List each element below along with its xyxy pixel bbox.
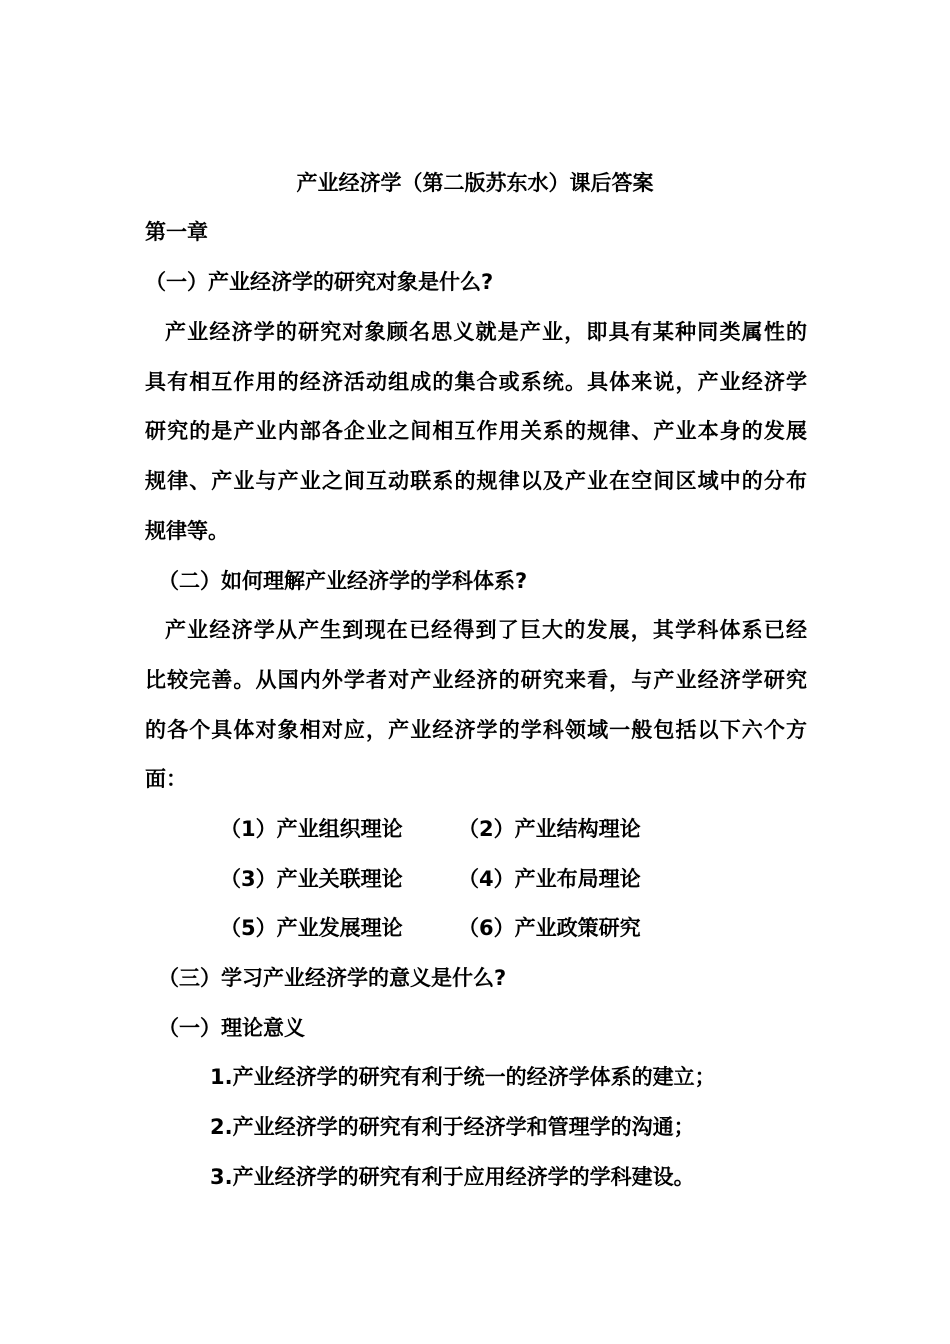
question-1-answer-line: 产业经济学的研究对象顾名思义就是产业，即具有某种同类属性的 (165, 320, 807, 344)
theory-item: （5）产业发展理论 (220, 916, 403, 940)
theory-item: （6）产业政策研究 (458, 916, 641, 940)
document-title: 产业经济学（第二版苏东水）课后答案 (296, 171, 654, 195)
question-2-answer-line: 的各个具体对象相对应，产业经济学的学科领域一般包括以下六个方 (145, 718, 807, 742)
question-2-answer-line: 比较完善。从国内外学者对产业经济的研究来看，与产业经济学研究 (145, 668, 807, 692)
significance-point: 2.产业经济学的研究有利于经济学和管理学的沟通； (210, 1115, 695, 1139)
question-1-answer-line: 具有相互作用的经济活动组成的集合或系统。具体来说，产业经济学 (145, 370, 807, 394)
significance-point: 3.产业经济学的研究有利于应用经济学的学科建设。 (210, 1165, 695, 1189)
question-1-answer-line: 规律等。 (145, 519, 229, 543)
question-2-heading: （二）如何理解产业经济学的学科体系? (158, 569, 528, 593)
theory-item: （3）产业关联理论 (220, 867, 403, 891)
theory-item: （1）产业组织理论 (220, 817, 403, 841)
theory-significance-heading: （一）理论意义 (158, 1016, 305, 1040)
theory-item: （2）产业结构理论 (458, 817, 641, 841)
significance-point: 1.产业经济学的研究有利于统一的经济学体系的建立； (210, 1065, 716, 1089)
chapter-heading: 第一章 (145, 220, 208, 244)
question-2-answer-line: 面： (145, 767, 187, 791)
question-2-answer-line: 产业经济学从产生到现在已经得到了巨大的发展，其学科体系已经 (165, 618, 807, 642)
question-1-answer-line: 研究的是产业内部各企业之间相互作用关系的规律、产业本身的发展 (145, 419, 807, 443)
theory-item: （4）产业布局理论 (458, 867, 641, 891)
question-3-heading: （三）学习产业经济学的意义是什么? (158, 966, 507, 990)
question-1-heading: （一）产业经济学的研究对象是什么? (145, 270, 494, 294)
question-1-answer-line: 规律、产业与产业之间互动联系的规律以及产业在空间区域中的分布 (145, 469, 807, 493)
